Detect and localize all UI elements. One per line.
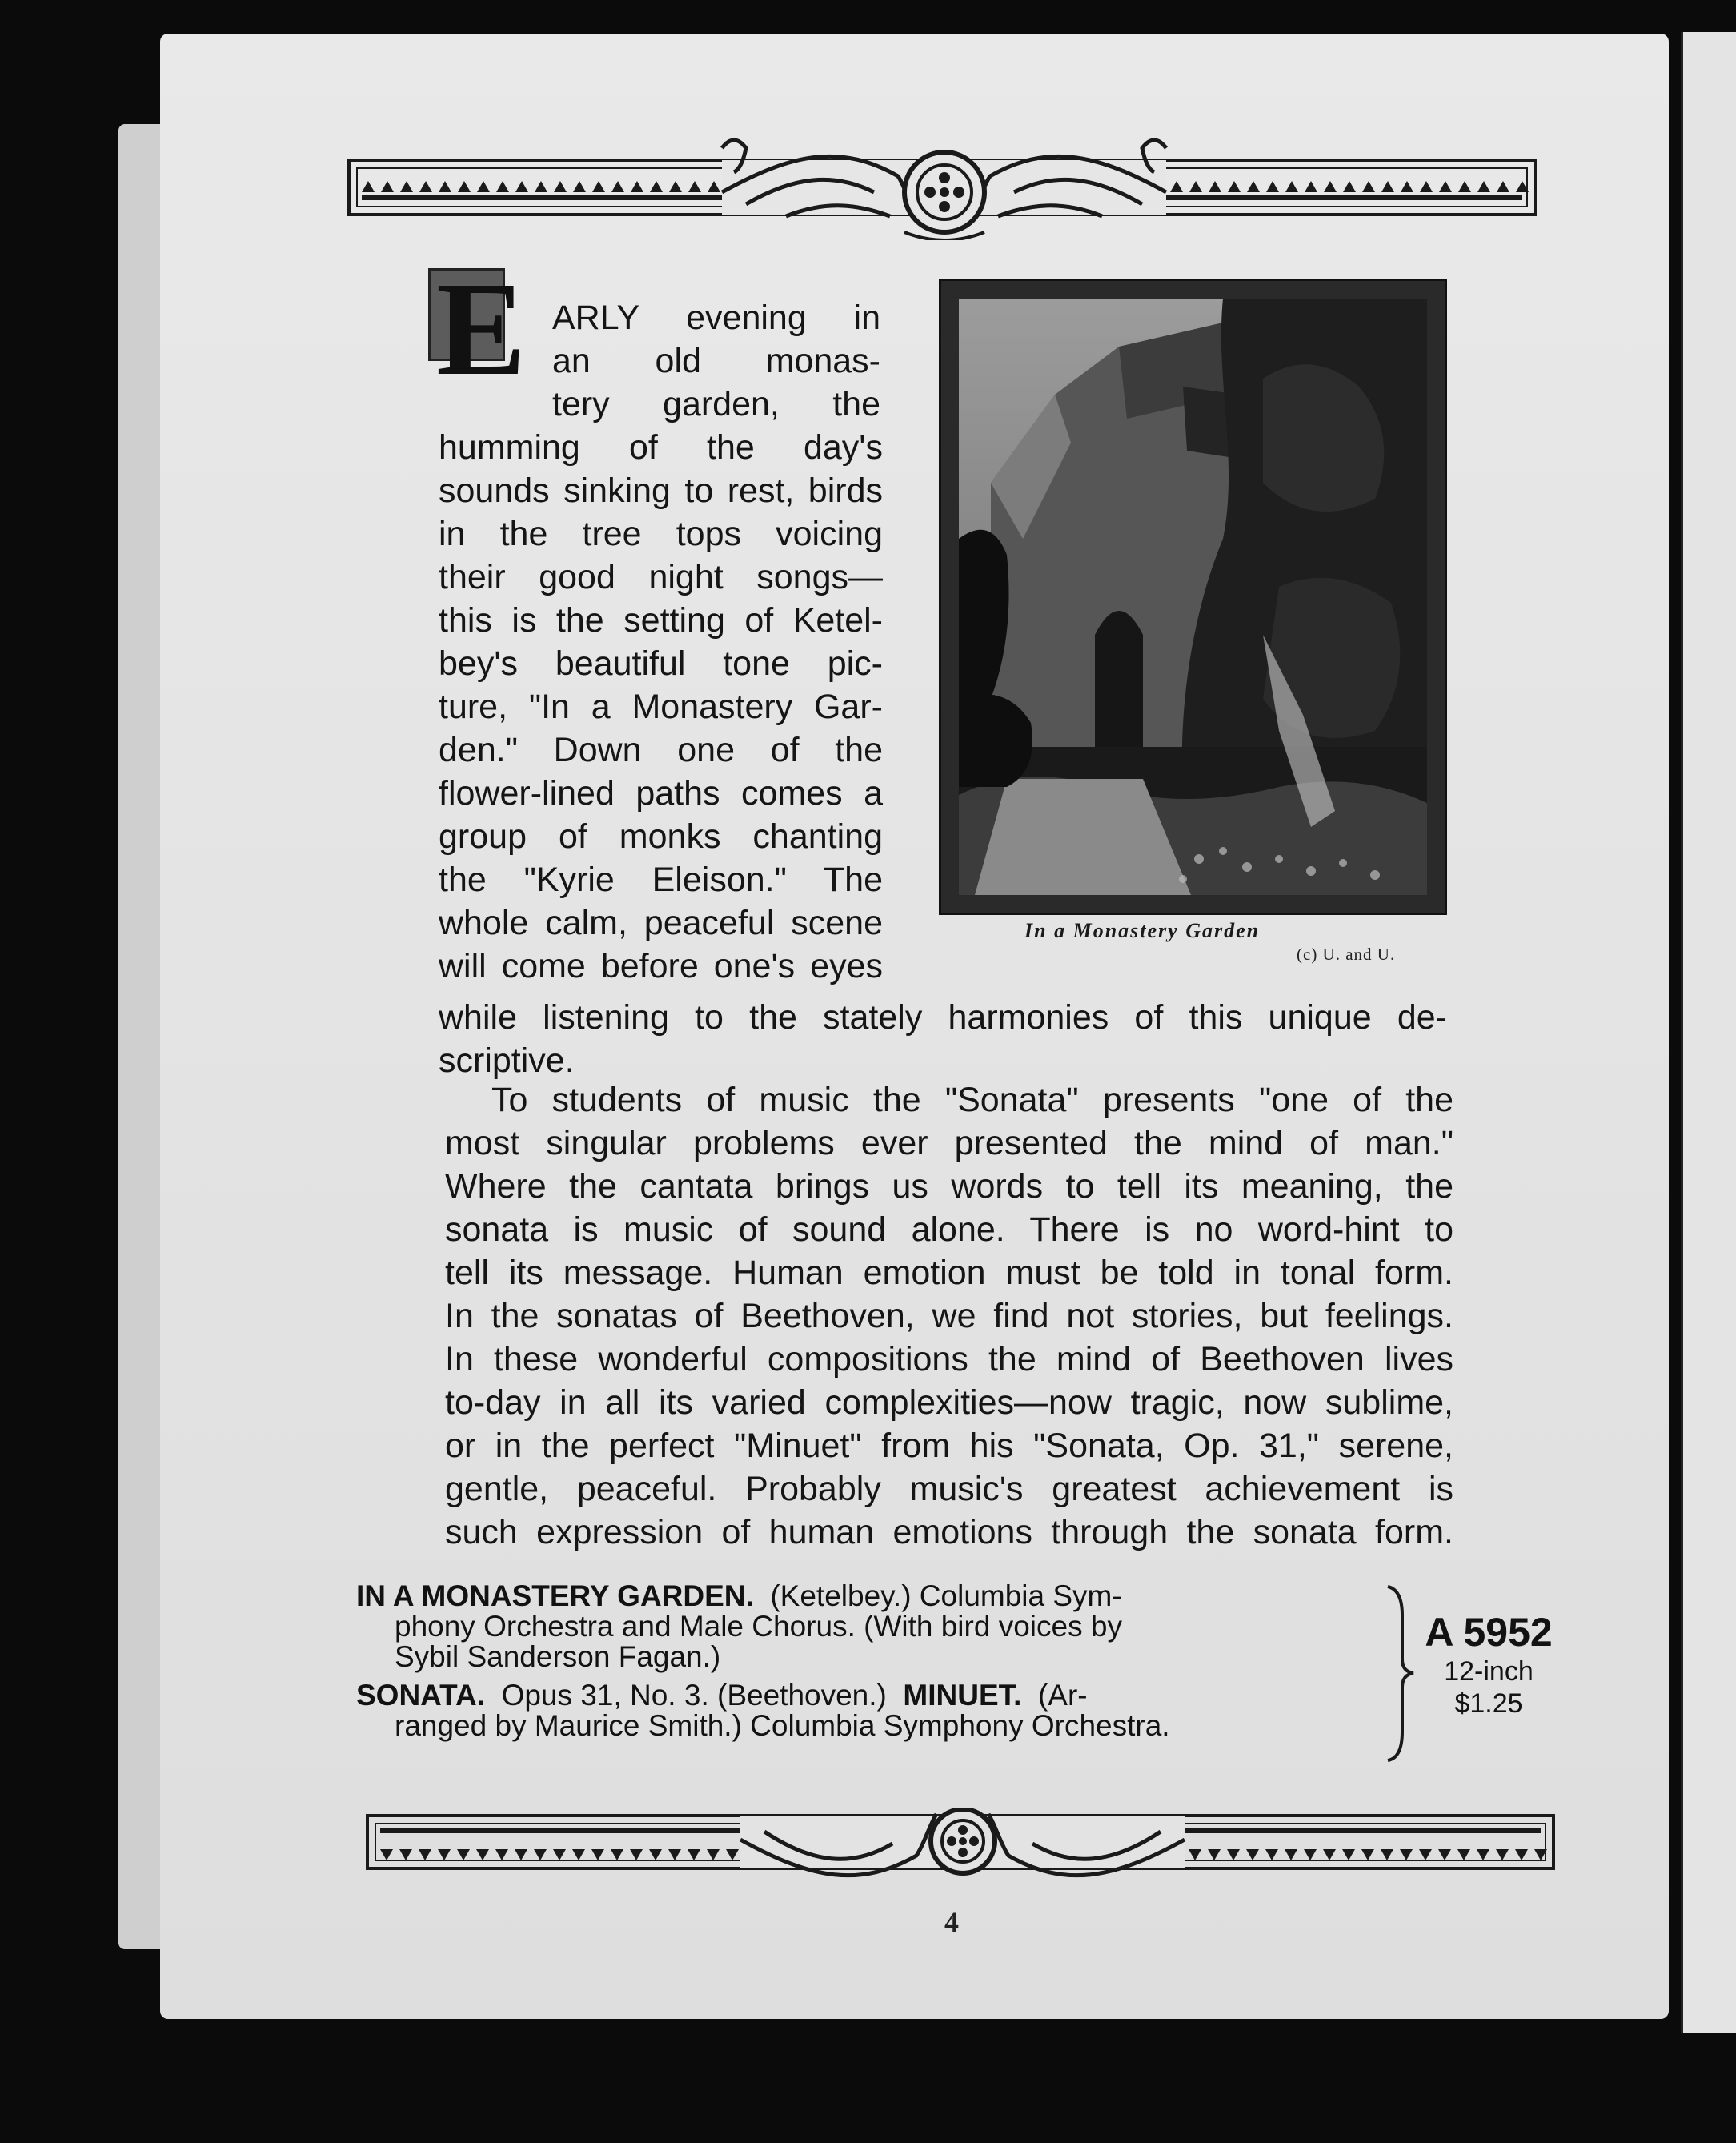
intro-line: scriptive. (439, 1041, 575, 1080)
listing-title: SONATA. (356, 1679, 486, 1712)
paragraph-line: to-day in all its varied complexities—now tragic, now sublime, (445, 1383, 1453, 1422)
intro-line: den." Down one of the (439, 731, 883, 769)
drop-cap (428, 255, 528, 403)
paragraph-line: In these wonderful compositions the mind of Beethoven lives (445, 1340, 1453, 1379)
facing-page-edge (1681, 32, 1736, 2033)
record-price: $1.25 (1454, 1688, 1523, 1719)
paragraph-line: tell its message. Human emotion must be told in tonal form. (445, 1254, 1453, 1292)
listing-line: Sybil Sanderson Fagan.) (395, 1640, 721, 1673)
listing-text: (Ketelbey.) Columbia Sym- (770, 1579, 1122, 1612)
photo-credit: (c) U. and U. (1297, 945, 1396, 964)
intro-line: group of monks chanting (439, 817, 883, 856)
paragraph-line: Where the cantata brings us words to tell its meaning, the (445, 1167, 1453, 1206)
intro-line: their good night songs— (439, 558, 883, 596)
intro-lines-top (552, 296, 880, 426)
paragraph-line: sonata is music of sound alone. There is no word-hint to (445, 1210, 1453, 1249)
listing-brace (1385, 1583, 1417, 1768)
listing-title: IN A MONASTERY GARDEN. (356, 1579, 754, 1612)
intro-line: humming of the day's (439, 428, 883, 467)
listing-line (356, 1581, 1397, 1611)
intro-line: bey's beautiful tone pic- (439, 644, 883, 683)
intro-line: the "Kyrie Eleison." The (439, 861, 883, 899)
listing-entry-monastery-garden (356, 1581, 1397, 1672)
paragraph-line: To students of music the "Sonata" presents "one of the (491, 1081, 1453, 1119)
listing-text: (Ar- (1037, 1679, 1088, 1712)
top-ornament (346, 128, 1538, 240)
intro-line: whole calm, peaceful scene (439, 904, 883, 942)
paragraph-line: such expression of human emotions through the sonata form. (445, 1513, 1453, 1551)
listing-line (356, 1680, 1397, 1711)
photo-caption: In a Monastery Garden (1024, 919, 1261, 942)
intro-line: tery garden, the (552, 385, 880, 423)
intro-line: while listening to the stately harmonies of this unique de- (439, 998, 1447, 1037)
listing-title: MINUET. (903, 1679, 1022, 1712)
record-size: 12-inch (1444, 1656, 1534, 1687)
intro-lines-beside-photo (439, 426, 883, 988)
page-number: 4 (944, 1906, 959, 1938)
record-listing (356, 1581, 1397, 1741)
intro-line: in the tree tops voicing (439, 515, 883, 553)
listing-entry-sonata (356, 1680, 1397, 1741)
intro-line: flower-lined paths comes a (439, 774, 883, 813)
drop-cap-letter: E (436, 255, 527, 403)
paragraph-line: gentle, peaceful. Probably music's greatest achievement is (445, 1470, 1453, 1508)
intro-line: ture, "In a Monastery Gar- (439, 688, 883, 726)
sonata-paragraph (445, 1078, 1453, 1554)
paragraph-line: In the sonatas of Beethoven, we find not stories, but feelings. (445, 1297, 1453, 1335)
intro-line: sounds sinking to rest, birds (439, 472, 883, 510)
listing-text: Opus 31, No. 3. (Beethoven.) (501, 1679, 887, 1712)
listing-line: ranged by Maurice Smith.) Columbia Symphony Orchestra. (395, 1709, 1170, 1742)
monastery-garden-photo (939, 279, 1447, 915)
paragraph-line: or in the perfect "Minuet" from his "Sonata, Op. 31," serene, (445, 1427, 1453, 1465)
photo-image (959, 299, 1427, 895)
intro-line: will come before one's eyes (439, 947, 883, 985)
listing-line: phony Orchestra and Male Chorus. (With bird voices by (395, 1610, 1122, 1643)
bottom-ornament (364, 1808, 1557, 1896)
paragraph-line: most singular problems ever presented the mind of man." (445, 1124, 1453, 1162)
intro-line: ARLY evening in (552, 299, 880, 337)
intro-line: an old monas- (552, 342, 880, 380)
intro-line: this is the setting of Ketel- (439, 601, 883, 640)
record-number: A 5952 (1425, 1610, 1553, 1655)
intro-lines-full-width (439, 996, 1447, 1082)
record-info (1421, 1609, 1557, 1720)
